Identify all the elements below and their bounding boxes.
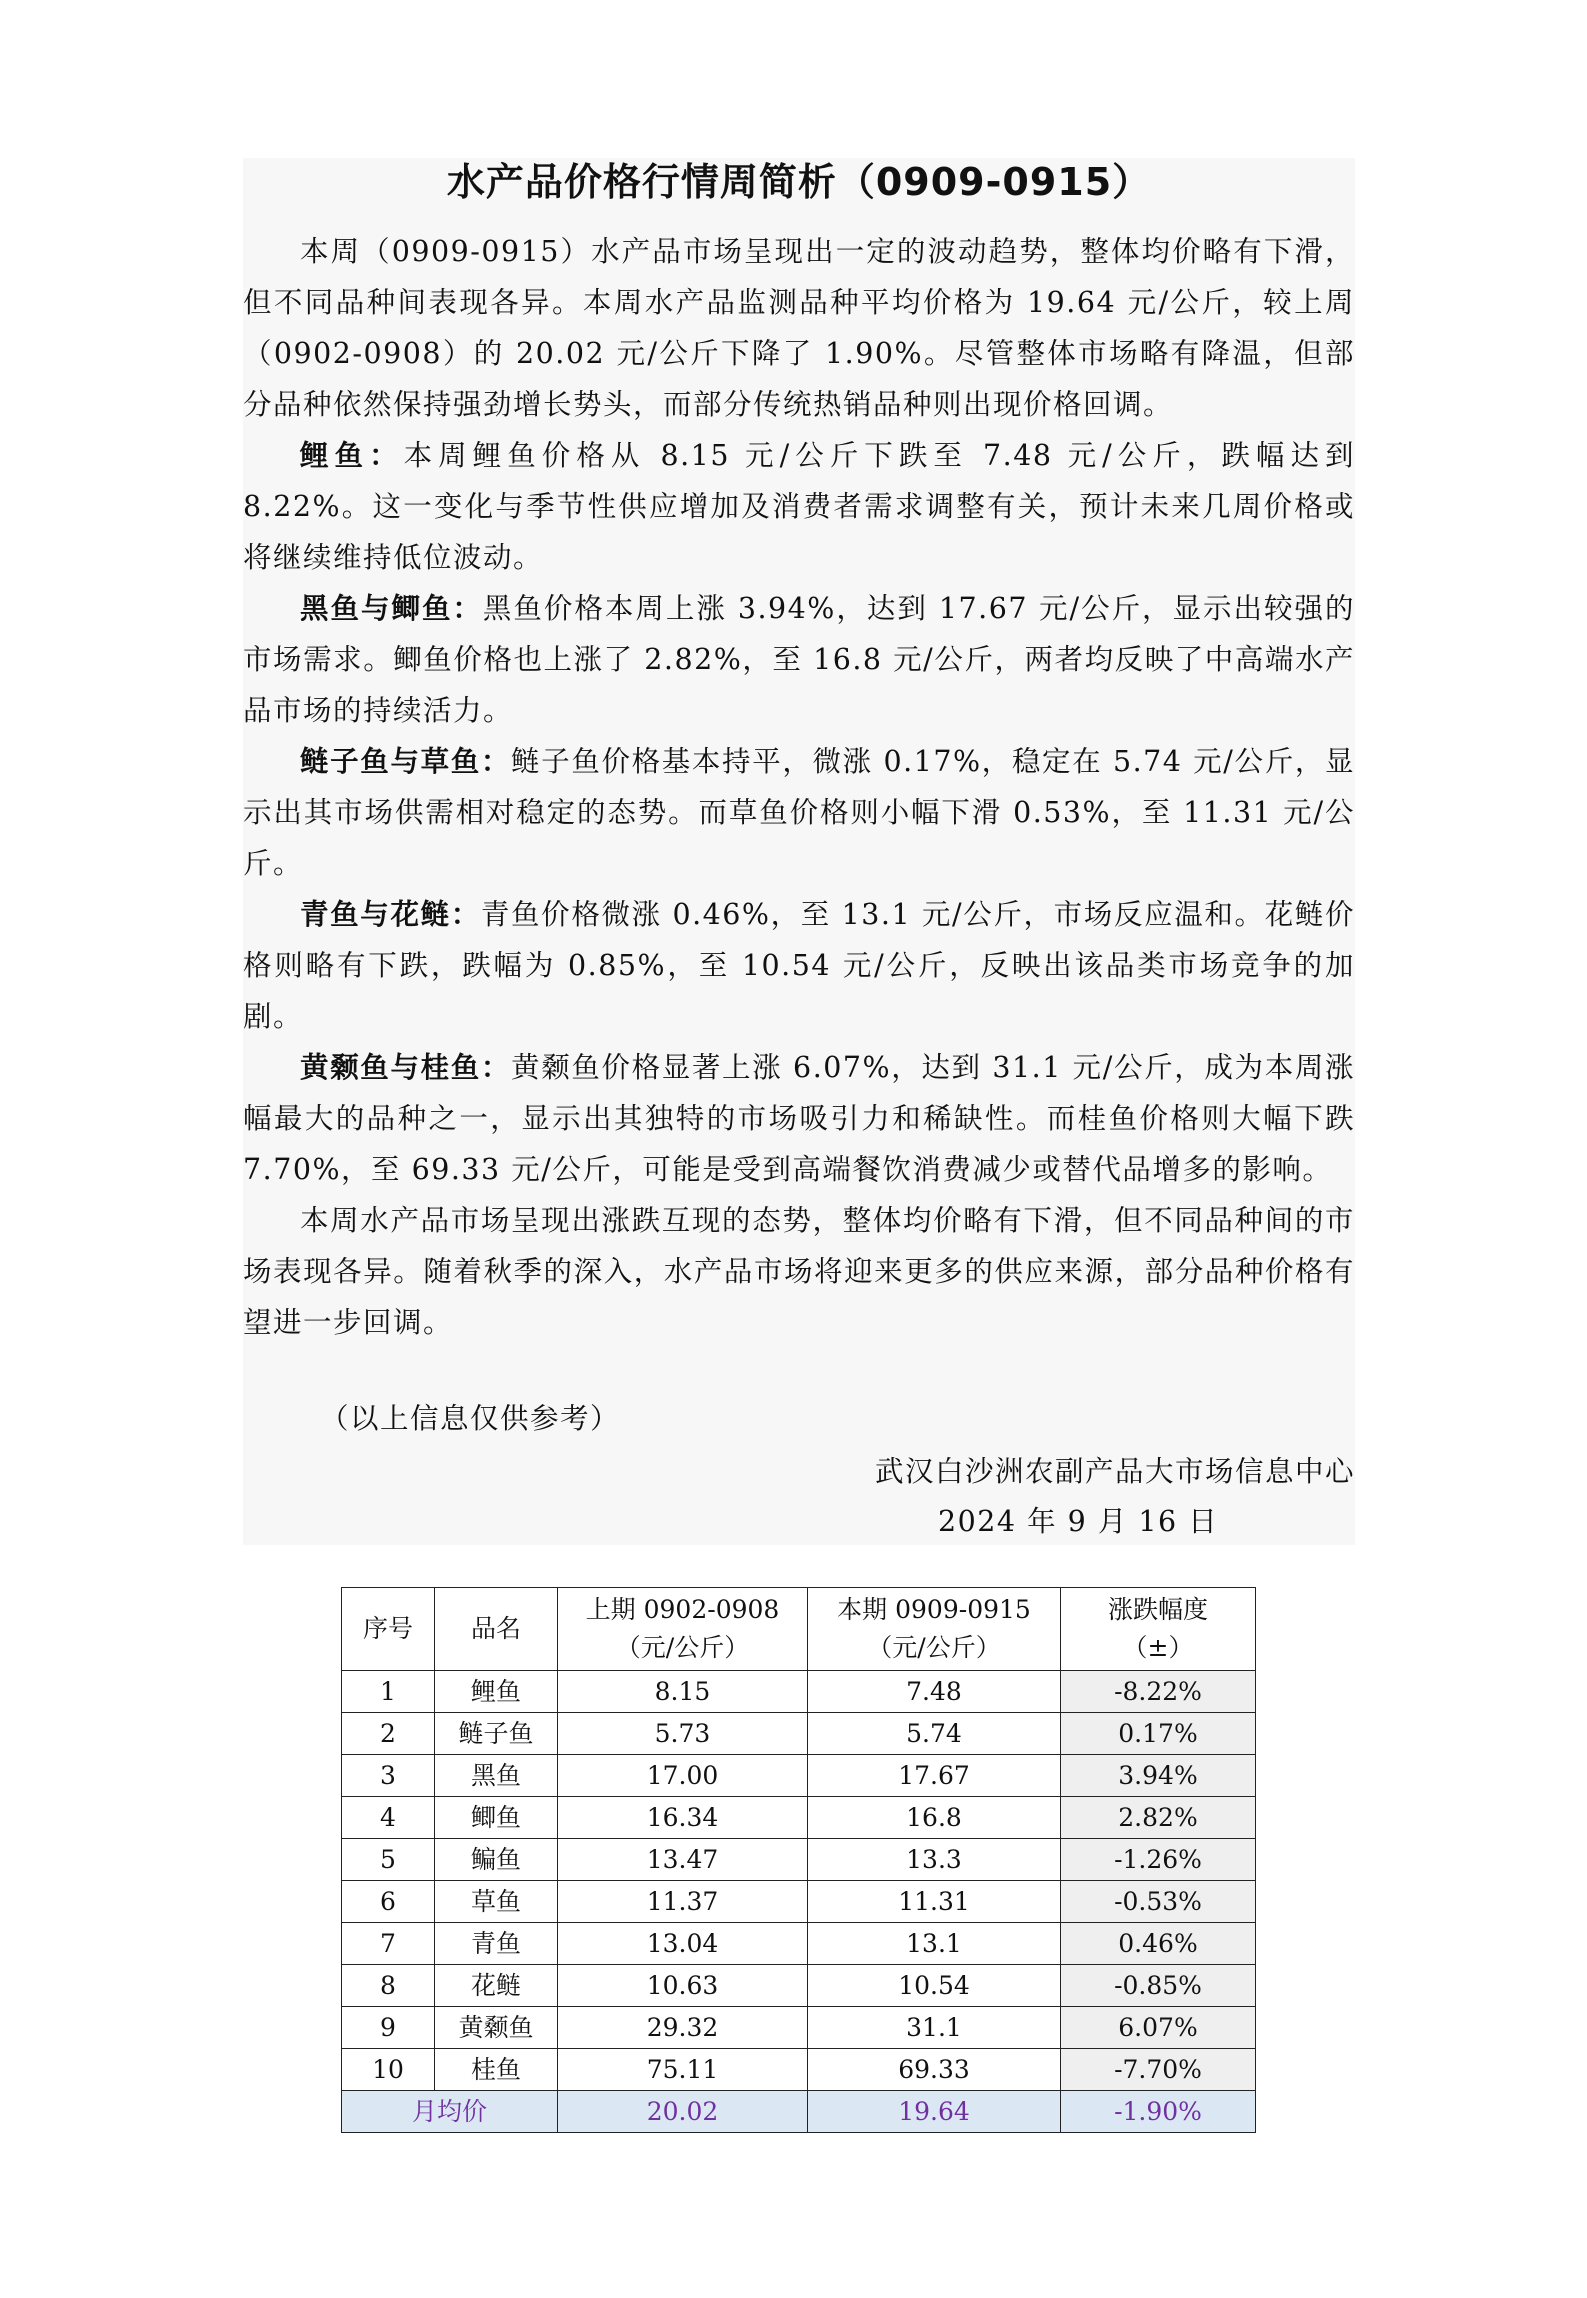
table-row xyxy=(342,1881,1256,1923)
price-table xyxy=(341,1587,1256,2133)
cell-change: 0.46% xyxy=(1061,1923,1256,1965)
cell-curr-price: 31.1 xyxy=(808,2007,1061,2049)
cell-name: 黑鱼 xyxy=(435,1755,558,1797)
header-curr-line2: （元/公斤） xyxy=(867,1633,1001,1662)
cell-prev-price: 13.04 xyxy=(558,1923,808,1965)
average-row xyxy=(342,2091,1256,2133)
header-change-line2: （±） xyxy=(1122,1633,1194,1662)
average-change: -1.90% xyxy=(1061,2091,1256,2133)
cell-no: 7 xyxy=(342,1923,435,1965)
cell-no: 8 xyxy=(342,1965,435,2007)
cell-name: 鲢子鱼 xyxy=(435,1713,558,1755)
section-label: 黑鱼与鲫鱼： xyxy=(300,592,483,625)
cell-prev-price: 17.00 xyxy=(558,1755,808,1797)
cell-curr-price: 10.54 xyxy=(808,1965,1061,2007)
cell-name: 鳊鱼 xyxy=(435,1839,558,1881)
report-title: 水产品价格行情周简析（0909-0915） xyxy=(446,160,1152,204)
cell-no: 3 xyxy=(342,1755,435,1797)
cell-prev-price: 10.63 xyxy=(558,1965,808,2007)
cell-change: -8.22% xyxy=(1061,1671,1256,1713)
cell-change: -1.26% xyxy=(1061,1839,1256,1881)
cell-curr-price: 13.3 xyxy=(808,1839,1061,1881)
table-row xyxy=(342,1755,1256,1797)
table-row xyxy=(342,1923,1256,1965)
cell-change: 0.17% xyxy=(1061,1713,1256,1755)
signature-date: 2024 年 9 月 16 日 xyxy=(938,1505,1219,1538)
cell-no: 9 xyxy=(342,2007,435,2049)
cell-change: 6.07% xyxy=(1061,2007,1256,2049)
table-row xyxy=(342,1713,1256,1755)
header-change-line1: 涨跌幅度 xyxy=(1107,1595,1208,1624)
cell-prev-price: 75.11 xyxy=(558,2049,808,2091)
cell-no: 1 xyxy=(342,1671,435,1713)
cell-no: 6 xyxy=(342,1881,435,1923)
section-label: 鲤鱼： xyxy=(300,439,404,472)
table-row xyxy=(342,1797,1256,1839)
header-prev xyxy=(558,1588,808,1671)
cell-curr-price: 5.74 xyxy=(808,1713,1061,1755)
cell-curr-price: 16.8 xyxy=(808,1797,1061,1839)
average-label: 月均价 xyxy=(342,2091,558,2133)
signature-organization: 武汉白沙洲农副产品大市场信息中心 xyxy=(874,1455,1355,1488)
cell-no: 5 xyxy=(342,1839,435,1881)
section-text: 鲢子鱼价格基本持平，微涨 0.17%，稳定在 5.74 元/公斤，显示出其市场供需相对稳定的态势。而草鱼价格则小幅下滑 0.53%，至 11.31 元/公斤。 xyxy=(243,745,1355,880)
cell-change: 2.82% xyxy=(1061,1797,1256,1839)
cell-prev-price: 16.34 xyxy=(558,1797,808,1839)
intro-paragraph: 本周（0909-0915）水产品市场呈现出一定的波动趋势，整体均价略有下滑，但不同品种间表现各异。本周水产品监测品种平均价格为 19.64 元/公斤，较上周（0902-0908）的 20.02 元/公斤下降了 1.90%。尽管整体市场略有降温，但部分品种依然保持强劲增长势头，而部分传统热销品种则出现价格回调。 xyxy=(243,235,1355,421)
cell-name: 鲫鱼 xyxy=(435,1797,558,1839)
section-paragraph xyxy=(243,889,1355,1042)
cell-prev-price: 8.15 xyxy=(558,1671,808,1713)
table-header-row xyxy=(342,1588,1256,1671)
section-label: 黄颡鱼与桂鱼： xyxy=(300,1051,512,1084)
cell-curr-price: 11.31 xyxy=(808,1881,1061,1923)
cell-curr-price: 17.67 xyxy=(808,1755,1061,1797)
header-curr-line1: 本期 0909-0915 xyxy=(837,1595,1031,1624)
table-row xyxy=(342,2007,1256,2049)
table-row xyxy=(342,1839,1256,1881)
cell-curr-price: 69.33 xyxy=(808,2049,1061,2091)
cell-curr-price: 13.1 xyxy=(808,1923,1061,1965)
report-body xyxy=(243,226,1355,1348)
cell-change: 3.94% xyxy=(1061,1755,1256,1797)
disclaimer-note: （以上信息仅供参考） xyxy=(320,1402,621,1435)
header-name: 品名 xyxy=(435,1588,558,1671)
header-prev-line2: （元/公斤） xyxy=(615,1633,750,1662)
section-text: 本周鲤鱼价格从 8.15 元/公斤下跌至 7.48 元/公斤，跌幅达到 8.22%。这一变化与季节性供应增加及消费者需求调整有关，预计未来几周价格或将继续维持低位波动。 xyxy=(243,439,1355,574)
cell-curr-price: 7.48 xyxy=(808,1671,1061,1713)
cell-name: 青鱼 xyxy=(435,1923,558,1965)
header-change xyxy=(1061,1588,1256,1671)
section-paragraph xyxy=(243,1042,1355,1195)
section-text: 黑鱼价格本周上涨 3.94%，达到 17.67 元/公斤，显示出较强的市场需求。鲫鱼价格也上涨了 2.82%，至 16.8 元/公斤，两者均反映了中高端水产品市场的持续活力。 xyxy=(243,592,1355,727)
section-label: 青鱼与花鲢： xyxy=(300,898,481,931)
cell-name: 花鲢 xyxy=(435,1965,558,2007)
cell-no: 4 xyxy=(342,1797,435,1839)
cell-name: 草鱼 xyxy=(435,1881,558,1923)
header-no: 序号 xyxy=(342,1588,435,1671)
cell-no: 10 xyxy=(342,2049,435,2091)
average-curr-price: 19.64 xyxy=(808,2091,1061,2133)
average-prev-price: 20.02 xyxy=(558,2091,808,2133)
cell-name: 黄颡鱼 xyxy=(435,2007,558,2049)
section-text: 青鱼价格微涨 0.46%，至 13.1 元/公斤，市场反应温和。花鲢价格则略有下跌，跌幅为 0.85%，至 10.54 元/公斤，反映出该品类市场竞争的加剧。 xyxy=(243,898,1355,1033)
cell-change: -0.53% xyxy=(1061,1881,1256,1923)
cell-prev-price: 13.47 xyxy=(558,1839,808,1881)
cell-change: -0.85% xyxy=(1061,1965,1256,2007)
cell-prev-price: 29.32 xyxy=(558,2007,808,2049)
table-row xyxy=(342,1965,1256,2007)
cell-name: 桂鱼 xyxy=(435,2049,558,2091)
section-label: 鲢子鱼与草鱼： xyxy=(300,745,512,778)
cell-prev-price: 5.73 xyxy=(558,1713,808,1755)
header-prev-line1: 上期 0902-0908 xyxy=(585,1595,780,1624)
section-paragraph xyxy=(243,430,1355,583)
cell-no: 2 xyxy=(342,1713,435,1755)
section-paragraph xyxy=(243,736,1355,889)
cell-change: -7.70% xyxy=(1061,2049,1256,2091)
cell-name: 鲤鱼 xyxy=(435,1671,558,1713)
cell-prev-price: 11.37 xyxy=(558,1881,808,1923)
section-text: 黄颡鱼价格显著上涨 6.07%，达到 31.1 元/公斤，成为本周涨幅最大的品种之一，显示出其独特的市场吸引力和稀缺性。而桂鱼价格则大幅下跌 7.70%，至 69.33 元/公斤，可能是受到高端餐饮消费减少或替代品增多的影响。 xyxy=(243,1051,1355,1186)
conclusion-paragraph: 本周水产品市场呈现出涨跌互现的态势，整体均价略有下滑，但不同品种间的市场表现各异。随着秋季的深入，水产品市场将迎来更多的供应来源，部分品种价格有望进一步回调。 xyxy=(243,1204,1355,1339)
section-paragraph xyxy=(243,583,1355,736)
header-curr xyxy=(808,1588,1061,1671)
table-row xyxy=(342,1671,1256,1713)
table-row xyxy=(342,2049,1256,2091)
